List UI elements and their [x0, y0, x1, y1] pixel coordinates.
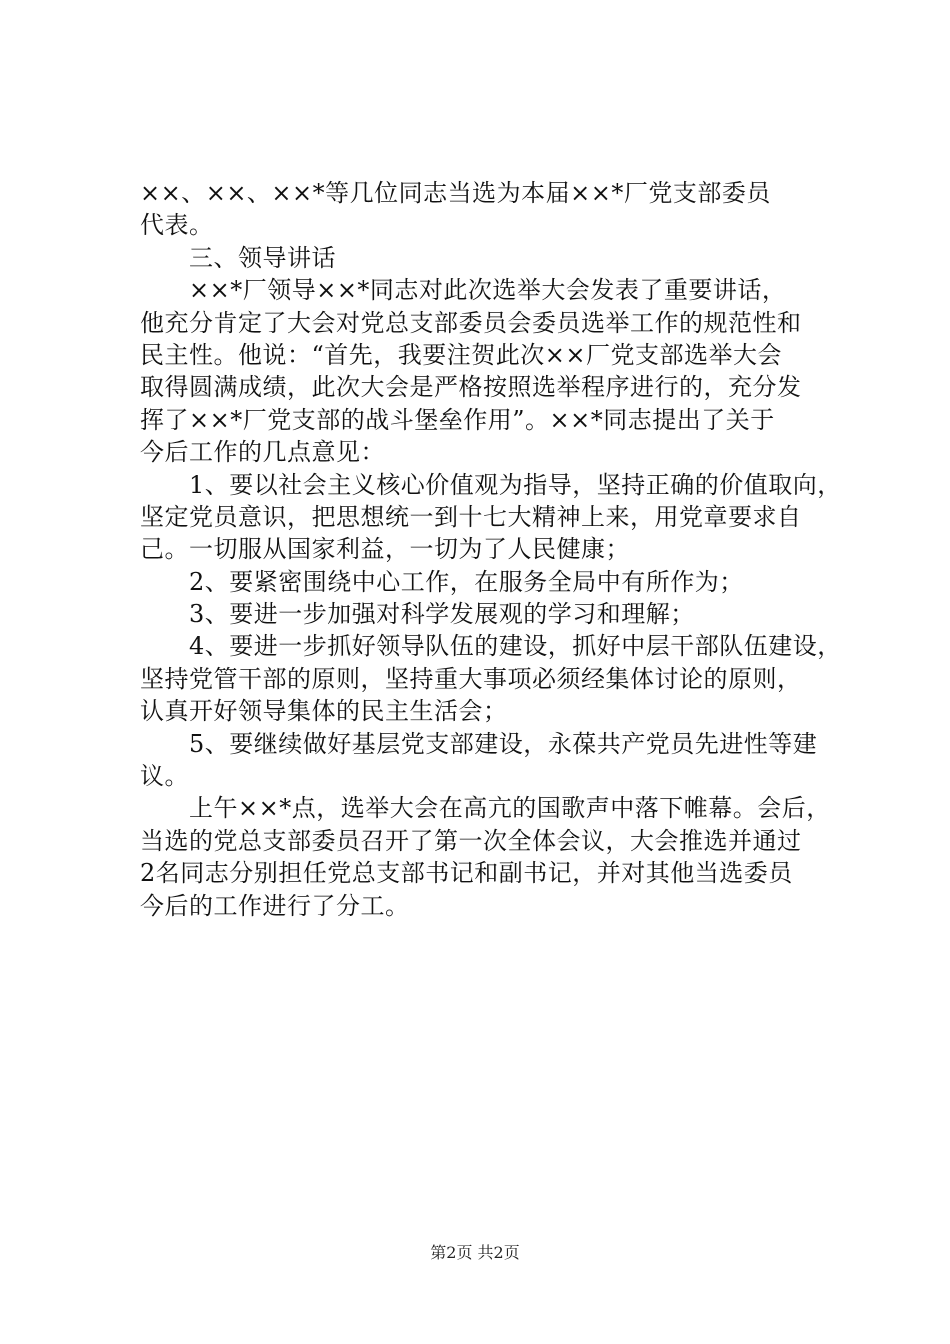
text-line: 今后的工作进行了分工。: [140, 891, 410, 920]
page-number: 第2页 共2页: [430, 1243, 520, 1262]
text-line: 己。一切服从国家利益，一切为了人民健康；: [140, 535, 630, 564]
text-line: 坚定党员意识，把思想统一到十七大精神上来，用党章要求自: [140, 502, 802, 531]
section-heading: 三、领导讲话: [140, 243, 336, 272]
text-line: ××*厂领导××*同志对此次选举大会发表了重要讲话，: [140, 276, 787, 305]
text-line: 2名同志分别担任党总支部书记和副书记，并对其他当选委员: [140, 859, 793, 888]
text-line: 今后工作的几点意见：: [140, 438, 385, 467]
text-line: ××、××、××*等几位同志当选为本届××*厂党支部委员: [140, 179, 771, 207]
text-line: 他充分肯定了大会对党总支部委员会委员选举工作的规范性和: [140, 308, 802, 337]
list-item-line: 5、要继续做好基层党支部建设，永葆共产党员先进性等建: [140, 729, 818, 758]
text-line: 取得圆满成绩，此次大会是严格按照选举程序进行的，充分发: [140, 373, 802, 402]
list-item-line: 4、要进一步抓好领导队伍的建设，抓好中层干部队伍建设，: [140, 632, 842, 661]
document-body: [140, 177, 840, 922]
text-line: 坚持党管干部的原则，坚持重大事项必须经集体讨论的原则，: [140, 664, 802, 693]
list-item-line: 1、要以社会主义核心价值观为指导，坚持正确的价值取向，: [140, 470, 842, 499]
list-item-line: 3、要进一步加强对科学发展观的学习和理解；: [140, 600, 695, 629]
text-line: 代表。: [140, 211, 214, 240]
text-line: 挥了××*厂党支部的战斗堡垒作用”。××*同志提出了关于: [140, 405, 775, 434]
text-line: 民主性。他说：“首先，我要注贺此次××厂党支部选举大会: [140, 340, 782, 369]
text-line: 当选的党总支部委员召开了第一次全体会议，大会推选并通过: [140, 826, 802, 855]
text-line: 议。: [140, 762, 189, 791]
text-line: 上午××*点，选举大会在高亢的国歌声中落下帷幕。会后，: [140, 794, 831, 823]
list-item-line: 2、要紧密围绕中心工作，在服务全局中有所作为；: [140, 567, 744, 596]
text-line: 认真开好领导集体的民主生活会；: [140, 697, 508, 726]
